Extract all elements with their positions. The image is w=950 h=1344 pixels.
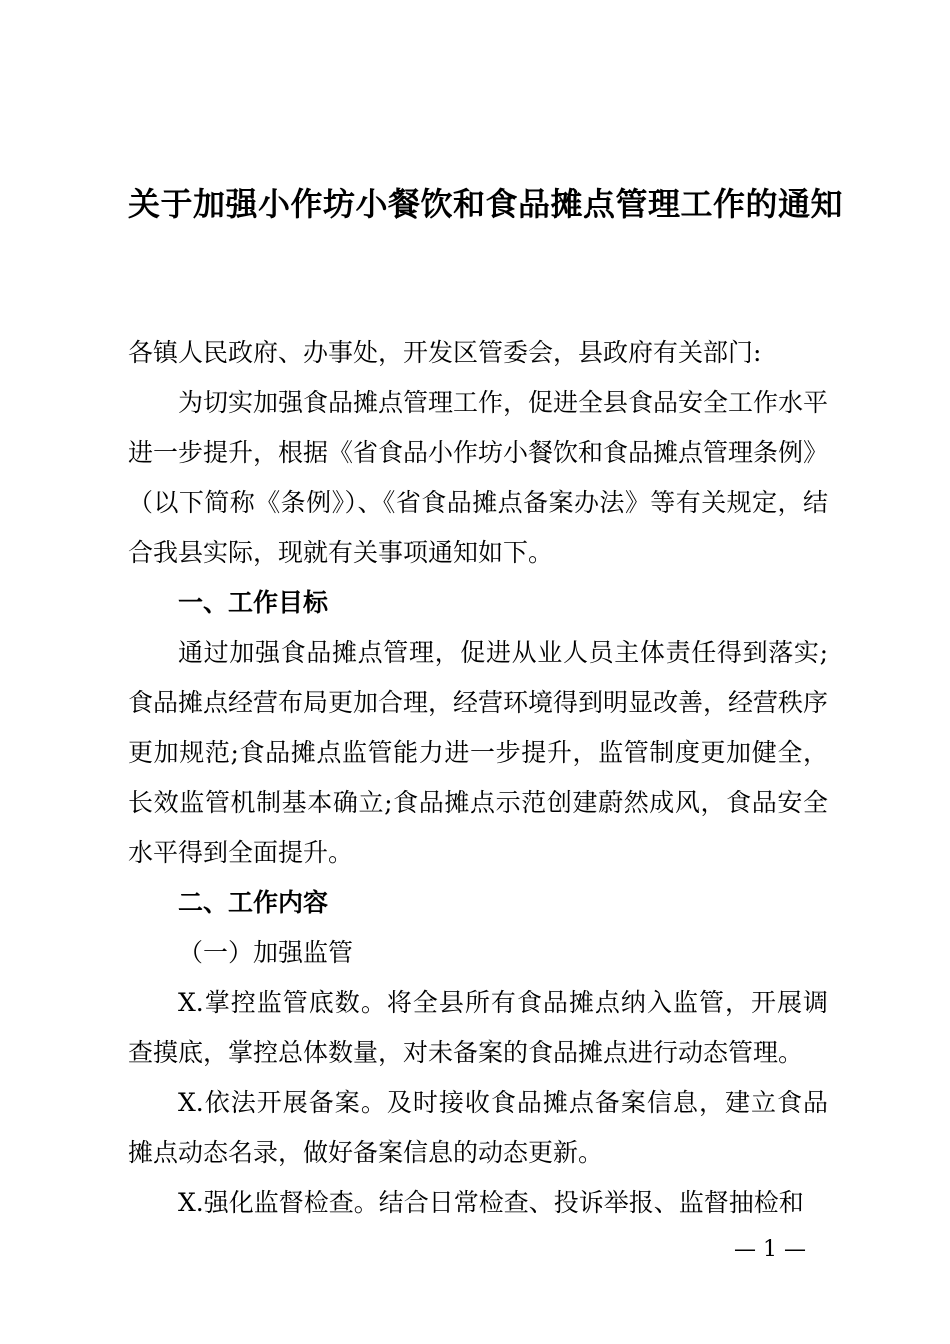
- list-item: X.强化监督检查。结合日常检查、投诉举报、监督抽检和: [178, 1188, 804, 1217]
- salutation: 各镇人民政府、办事处，开发区管委会，县政府有关部门:: [128, 338, 762, 367]
- page-number: — 1 —: [734, 1237, 806, 1262]
- section-heading-content: 二、工作内容: [178, 888, 329, 917]
- list-item: X.依法开展备案。及时接收食品摊点备案信息，建立食品摊点动态名录，做好备案信息的动态更新。: [128, 1088, 828, 1167]
- intro-paragraph: 为切实加强食品摊点管理工作，促进全县食品安全工作水平进一步提升，根据《省食品小作坊小餐饮和食品摊点管理条例》（以下简称《条例》）、《省食品摊点备案办法》等有关规定，结合我县实际，现就有关事项通知如下。: [128, 388, 829, 567]
- goals-paragraph: 通过加强食品摊点管理，促进从业人员主体责任得到落实;食品摊点经营布局更加合理，经营环境得到明显改善，经营秩序更加规范;食品摊点监管能力进一步提升，监管制度更加健全，长效监管机制基本确立;食品摊点示范创建蔚然成风，食品安全水平得到全面提升。: [128, 638, 829, 867]
- document-title: 关于加强小作坊小餐饮和食品摊点管理工作的通知: [128, 185, 844, 223]
- section-heading-goals: 一、工作目标: [178, 588, 329, 617]
- subheading-supervision: （一）加强监管: [178, 938, 354, 967]
- document-body: [128, 328, 828, 1228]
- list-item: X.掌控监管底数。将全县所有食品摊点纳入监管，开展调查摸底，掌控总体数量，对未备案的食品摊点进行动态管理。: [128, 988, 828, 1067]
